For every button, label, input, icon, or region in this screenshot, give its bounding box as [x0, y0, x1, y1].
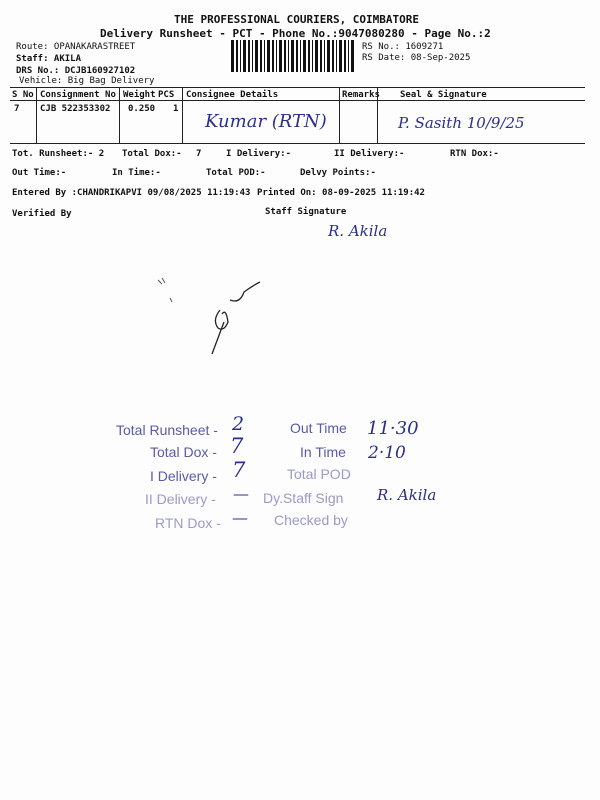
stamp-out-time-label: Out Time — [290, 420, 347, 436]
stamp-dy-staff-sign-label: Dy.Staff Sign — [263, 490, 344, 506]
stamp-out-time-value: 11·30 — [367, 418, 419, 439]
runsheet-subtitle: Delivery Runsheet - PCT - Phone No.:9047080280 - Page No.:2 — [100, 27, 491, 40]
delvy-points-label: Delvy Points:- — [300, 168, 376, 178]
col-pcs: PCS — [158, 90, 175, 100]
rs-number: RS No.: 1609271 — [362, 42, 444, 52]
barcode — [231, 40, 355, 72]
signature-scribble — [150, 270, 280, 360]
stamp-i-delivery-label: I Delivery - — [150, 468, 217, 484]
col-consignment: Consignment No — [40, 90, 116, 100]
total-dox-label: Total Dox:- — [122, 149, 182, 159]
company-title: THE PROFESSIONAL COURIERS, COIMBATORE — [174, 13, 420, 26]
route-label: Route: OPANAKARASTREET — [16, 42, 136, 52]
row-sno: 7 — [14, 104, 20, 114]
printed-on: Printed On: 08-09-2025 11:19:42 — [257, 188, 425, 198]
stamp-in-time-label: In Time — [300, 444, 346, 460]
stamp-total-pod-label: Total POD — [287, 466, 351, 482]
row-consignee-handwriting: Kumar (RTN) — [205, 111, 327, 132]
stamp-checked-by-label: Checked by — [274, 512, 348, 528]
vehicle-label: Vehicle: Big Bag Delivery — [19, 76, 155, 86]
col-weight: Weight — [123, 90, 156, 100]
row-seal-handwriting: P. Sasith 10/9/25 — [398, 114, 525, 132]
col-remarks: Remarks — [342, 90, 380, 100]
staff-label: Staff: AKILA — [16, 54, 82, 64]
total-pod-label: Total POD:- — [206, 168, 266, 178]
row-weight: 0.250 — [128, 104, 156, 114]
stamp-total-runsheet-value: 2 — [232, 413, 245, 435]
stamp-i-delivery-value: 7 — [232, 458, 246, 482]
total-dox-value: 7 — [196, 149, 202, 159]
stamp-total-runsheet-label: Total Runsheet - — [116, 422, 218, 438]
rtn-dox-label: RTN Dox:- — [450, 149, 499, 159]
col-sno: S No — [12, 90, 34, 100]
stamp-ii-delivery-value: — — [233, 484, 249, 503]
verified-by-label: Verified By — [12, 209, 72, 219]
drs-number: DRS No.: DCJB160927102 — [16, 66, 136, 76]
stamp-in-time-value: 2·10 — [368, 443, 406, 463]
stamp-total-dox-label: Total Dox - — [150, 444, 217, 460]
rs-date: RS Date: 08-Sep-2025 — [362, 53, 471, 63]
entered-by: Entered By :CHANDRIKAPVI 09/08/2025 11:19:43 — [12, 188, 251, 198]
tot-runsheet: Tot. Runsheet:- 2 — [12, 149, 105, 159]
stamp-rtn-dox-value: — — [232, 508, 248, 527]
staff-signature-handwriting: R. Akila — [328, 222, 388, 240]
ii-delivery-label: II Delivery:- — [334, 149, 405, 159]
staff-signature-label: Staff Signature — [265, 207, 347, 217]
out-time-label: Out Time:- — [12, 168, 67, 178]
row-consignment: CJB 522353302 — [40, 104, 111, 114]
row-pcs: 1 — [173, 104, 179, 114]
i-delivery-label: I Delivery:- — [226, 149, 292, 159]
stamp-dy-staff-sign-value: R. Akila — [377, 486, 437, 504]
stamp-total-dox-value: 7 — [230, 434, 244, 458]
stamp-ii-delivery-label: II Delivery - — [145, 491, 216, 507]
stamp-rtn-dox-label: RTN Dox - — [155, 515, 221, 531]
col-seal: Seal & Signature — [400, 90, 487, 100]
in-time-label: In Time:- — [112, 168, 161, 178]
col-consignee: Consignee Details — [186, 90, 279, 100]
